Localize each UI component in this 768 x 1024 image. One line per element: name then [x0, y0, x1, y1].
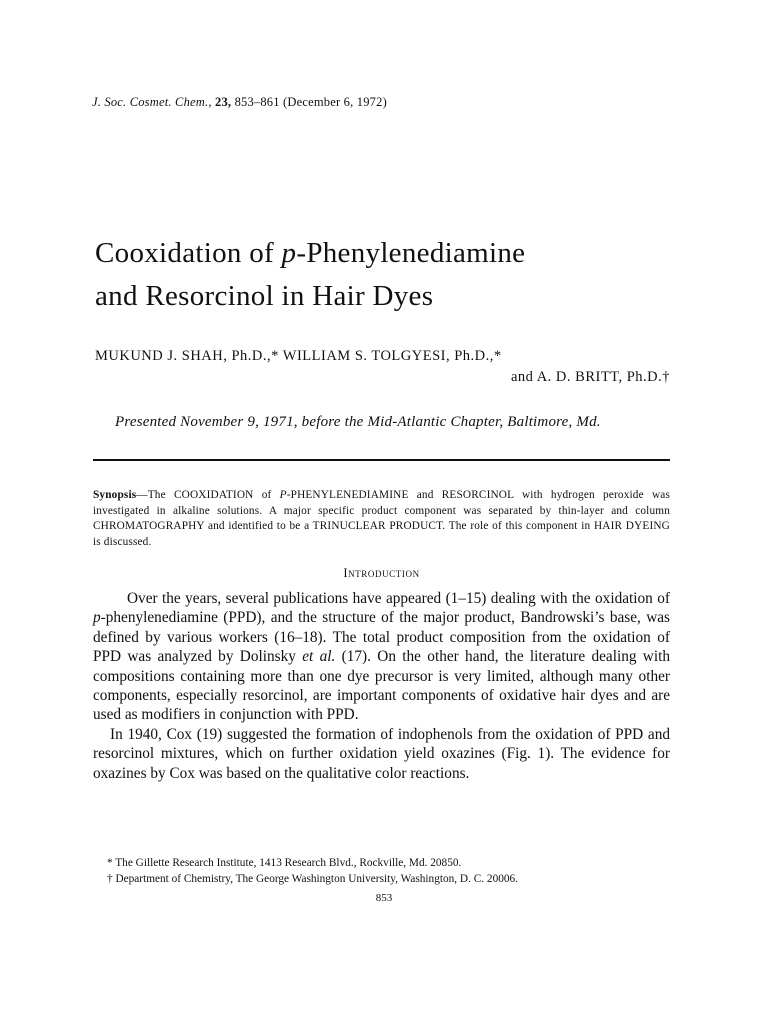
- title-rest: -Phenylenediamine: [296, 237, 526, 269]
- synopsis-label: Synopsis: [93, 489, 137, 501]
- presented-note: Presented November 9, 1971, before the Mid-Atlantic Chapter, Baltimore, Md.: [115, 414, 601, 430]
- synopsis-text-1: —The COOXIDATION of: [136, 489, 280, 501]
- paragraph-1-text-3: (17). On the other hand, the literature dealing with compositions containing more than one dye precursor is very limited, although many other components, especially resorcinol, are important components of oxidative hair dyes and are used as modifiers in conjunction with PPD.: [93, 648, 671, 724]
- author-list: [95, 346, 670, 388]
- synopsis: [93, 488, 670, 550]
- footnote-1: * The Gillette Research Institute, 1413 Research Blvd., Rockville, Md. 20850.: [107, 857, 462, 869]
- synopsis-italic-p: P: [279, 489, 287, 501]
- page-number: 853: [375, 892, 393, 904]
- paragraph-2: In 1940, Cox (19) suggested the formation of indophenols from the oxidation of PPD and resorcinol mixtures, which on further oxidation yield oxazines (Fig. 1). The evidence for oxazines by Cox was based on the qualitative color reactions.: [93, 725, 670, 782]
- title-prefix: Cooxidation of: [95, 237, 282, 269]
- paragraph-1-text-2: -phenylenediamine (PPD), and the structure of the major product, Bandrowski’s base, was defined by various workers (16–18). The total product composition from the oxidation of PPD was analyzed by Dolinsky: [93, 609, 670, 666]
- journal-volume: 23,: [215, 95, 232, 109]
- authors-line-2: and A. D. BRITT, Ph.D.†: [510, 369, 670, 385]
- journal-citation: [92, 95, 387, 110]
- journal-pages-date: 853–861 (December 6, 1972): [234, 95, 387, 109]
- paragraph-1: [93, 589, 670, 725]
- section-divider: [93, 459, 670, 461]
- footnote-2: † Department of Chemistry, The George Washington University, Washington, D. C. 20006.: [107, 872, 518, 885]
- article-title: [95, 232, 715, 318]
- paragraph-1-italic-etal: et al.: [302, 648, 336, 666]
- synopsis-text-2: -PHENYLENEDIAMINE and RESORCINOL with hydrogen peroxide was investigated in alkaline solutions. A major specific product component was separated by thin-layer and column CHROMATOGRAPHY and identified to be a TRINUCLEAR PRODUCT. The role of this component in HAIR DYEING is discussed.: [93, 489, 671, 548]
- title-line-2: and Resorcinol in Hair Dyes: [95, 280, 434, 312]
- title-italic-p: p: [281, 237, 297, 269]
- title-line-1: [95, 232, 715, 275]
- journal-name: J. Soc. Cosmet. Chem.,: [92, 95, 212, 109]
- authors-line-1: MUKUND J. SHAH, Ph.D.,* WILLIAM S. TOLGYESI, Ph.D.,*: [95, 348, 502, 364]
- paragraph-1-text-1: Over the years, several publications have appeared (1–15) dealing with the oxidation of: [127, 590, 670, 607]
- footnotes: [107, 856, 672, 887]
- paragraph-1-italic-p: p: [93, 609, 101, 627]
- section-heading-introduction: Introduction: [343, 566, 420, 580]
- body-text: [93, 589, 670, 783]
